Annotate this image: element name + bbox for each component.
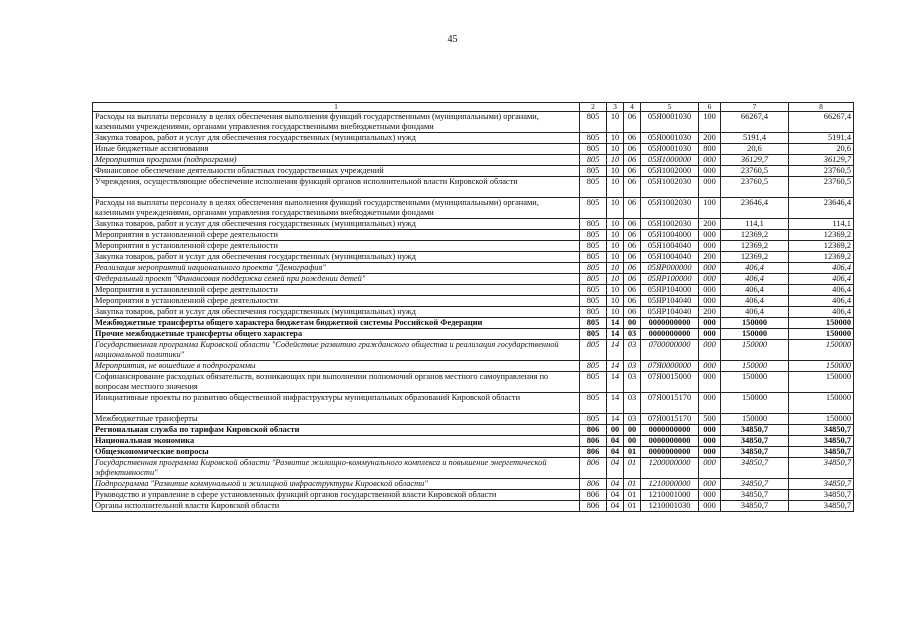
row-subsection-cell: 06 bbox=[624, 285, 641, 296]
row-amount-total-cell: 34850,7 bbox=[789, 490, 854, 501]
table-header-row bbox=[93, 103, 854, 112]
row-name-cell: Межбюджетные трансферты bbox=[93, 414, 580, 425]
header-cell: 3 bbox=[607, 103, 624, 112]
row-code-cell: 805 bbox=[580, 252, 607, 263]
row-code-cell: 805 bbox=[580, 307, 607, 318]
row-subsection-cell: 01 bbox=[624, 447, 641, 458]
table-row bbox=[93, 177, 854, 198]
row-section-cell: 04 bbox=[607, 458, 624, 479]
row-subsection-cell: 06 bbox=[624, 241, 641, 252]
row-amount-plan-cell: 12369,2 bbox=[721, 230, 789, 241]
row-target-article-cell: 05ЯР100000 bbox=[641, 274, 699, 285]
row-amount-plan-cell: 406,4 bbox=[721, 274, 789, 285]
row-code-cell: 805 bbox=[580, 133, 607, 144]
row-target-article-cell: 07Я0000000 bbox=[641, 361, 699, 372]
row-section-cell: 10 bbox=[607, 307, 624, 318]
table-row bbox=[93, 436, 854, 447]
row-expense-type-cell: 000 bbox=[699, 436, 721, 447]
row-target-article-cell: 07Я0015170 bbox=[641, 414, 699, 425]
row-amount-total-cell: 12369,2 bbox=[789, 241, 854, 252]
row-code-cell: 806 bbox=[580, 501, 607, 512]
row-expense-type-cell: 000 bbox=[699, 318, 721, 329]
row-amount-total-cell: 23760,5 bbox=[789, 177, 854, 198]
row-name-cell: Общеэкономические вопросы bbox=[93, 447, 580, 458]
row-name-cell: Федеральный проект "Финансовая поддержка семей при рождении детей" bbox=[93, 274, 580, 285]
row-name-cell: Мероприятия в установленной сфере деятельности bbox=[93, 230, 580, 241]
row-target-article-cell: 05Я1002030 bbox=[641, 219, 699, 230]
row-subsection-cell: 03 bbox=[624, 329, 641, 340]
row-amount-plan-cell: 34850,7 bbox=[721, 436, 789, 447]
table-row bbox=[93, 447, 854, 458]
row-target-article-cell: 05ЯР104000 bbox=[641, 285, 699, 296]
row-target-article-cell: 1210001030 bbox=[641, 501, 699, 512]
row-subsection-cell: 06 bbox=[624, 177, 641, 198]
row-target-article-cell: 05Я0001030 bbox=[641, 112, 699, 133]
row-subsection-cell: 00 bbox=[624, 318, 641, 329]
table-row bbox=[93, 155, 854, 166]
row-amount-total-cell: 12369,2 bbox=[789, 252, 854, 263]
row-subsection-cell: 01 bbox=[624, 458, 641, 479]
row-section-cell: 14 bbox=[607, 340, 624, 361]
row-subsection-cell: 03 bbox=[624, 340, 641, 361]
row-amount-plan-cell: 150000 bbox=[721, 318, 789, 329]
header-cell: 4 bbox=[624, 103, 641, 112]
row-expense-type-cell: 000 bbox=[699, 479, 721, 490]
row-section-cell: 14 bbox=[607, 393, 624, 414]
row-expense-type-cell: 800 bbox=[699, 144, 721, 155]
row-name-cell: Руководство и управление в сфере установленных функций органов государственной власти Кировской области bbox=[93, 490, 580, 501]
table-row bbox=[93, 296, 854, 307]
row-name-cell: Реализация мероприятий национального проекта "Демография" bbox=[93, 263, 580, 274]
row-section-cell: 10 bbox=[607, 177, 624, 198]
row-amount-total-cell: 406,4 bbox=[789, 274, 854, 285]
row-target-article-cell: 05ЯР104040 bbox=[641, 307, 699, 318]
header-cell: 6 bbox=[699, 103, 721, 112]
row-expense-type-cell: 000 bbox=[699, 274, 721, 285]
row-amount-total-cell: 406,4 bbox=[789, 307, 854, 318]
row-name-cell: Софинансирование расходных обязательств, возникающих при выполнении полномочий органов местного самоуправления по вопросам местного значения bbox=[93, 372, 580, 393]
row-expense-type-cell: 000 bbox=[699, 329, 721, 340]
table-row bbox=[93, 501, 854, 512]
row-code-cell: 805 bbox=[580, 414, 607, 425]
row-expense-type-cell: 000 bbox=[699, 166, 721, 177]
header-cell: 7 bbox=[721, 103, 789, 112]
row-name-cell: Расходы на выплаты персоналу в целях обеспечения выполнения функций государственными (муниципальными) органами, казенными учреждениями, органами управления государственными внебюджетными фондами bbox=[93, 198, 580, 219]
budget-table bbox=[92, 102, 854, 512]
row-subsection-cell: 03 bbox=[624, 393, 641, 414]
row-code-cell: 806 bbox=[580, 458, 607, 479]
row-code-cell: 805 bbox=[580, 329, 607, 340]
row-name-cell: Мероприятия, не вошедшие в подпрограммы bbox=[93, 361, 580, 372]
row-subsection-cell: 06 bbox=[624, 144, 641, 155]
row-name-cell: Региональная служба по тарифам Кировской области bbox=[93, 425, 580, 436]
row-amount-plan-cell: 150000 bbox=[721, 340, 789, 361]
table-row bbox=[93, 458, 854, 479]
row-amount-total-cell: 406,4 bbox=[789, 263, 854, 274]
row-section-cell: 14 bbox=[607, 361, 624, 372]
row-amount-total-cell: 406,4 bbox=[789, 296, 854, 307]
row-name-cell: Мероприятия в установленной сфере деятельности bbox=[93, 241, 580, 252]
row-name-cell: Органы исполнительной власти Кировской области bbox=[93, 501, 580, 512]
row-name-cell: Мероприятия в установленной сфере деятельности bbox=[93, 285, 580, 296]
row-expense-type-cell: 000 bbox=[699, 458, 721, 479]
table-row bbox=[93, 252, 854, 263]
row-expense-type-cell: 500 bbox=[699, 414, 721, 425]
row-amount-plan-cell: 34850,7 bbox=[721, 479, 789, 490]
row-subsection-cell: 06 bbox=[624, 307, 641, 318]
row-section-cell: 04 bbox=[607, 479, 624, 490]
row-name-cell: Расходы на выплаты персоналу в целях обеспечения выполнения функций государственными (муниципальными) органами, казенными учреждениями, органами управления государственными внебюджетными фондами bbox=[93, 112, 580, 133]
row-amount-plan-cell: 34850,7 bbox=[721, 501, 789, 512]
row-subsection-cell: 03 bbox=[624, 372, 641, 393]
row-name-cell: Финансовое обеспечение деятельности областных государственных учреждений bbox=[93, 166, 580, 177]
row-amount-plan-cell: 406,4 bbox=[721, 307, 789, 318]
table-row bbox=[93, 144, 854, 155]
row-amount-plan-cell: 66267,4 bbox=[721, 112, 789, 133]
row-amount-plan-cell: 406,4 bbox=[721, 263, 789, 274]
table-row bbox=[93, 479, 854, 490]
row-section-cell: 04 bbox=[607, 501, 624, 512]
row-amount-total-cell: 23646,4 bbox=[789, 198, 854, 219]
row-subsection-cell: 06 bbox=[624, 166, 641, 177]
row-code-cell: 805 bbox=[580, 144, 607, 155]
row-section-cell: 00 bbox=[607, 425, 624, 436]
row-amount-plan-cell: 150000 bbox=[721, 329, 789, 340]
row-code-cell: 806 bbox=[580, 447, 607, 458]
row-section-cell: 10 bbox=[607, 285, 624, 296]
header-cell: 8 bbox=[789, 103, 854, 112]
row-name-cell: Закупка товаров, работ и услуг для обеспечения государственных (муниципальных) нужд bbox=[93, 219, 580, 230]
row-subsection-cell: 01 bbox=[624, 490, 641, 501]
table-row bbox=[93, 490, 854, 501]
row-target-article-cell: 0000000000 bbox=[641, 436, 699, 447]
row-expense-type-cell: 200 bbox=[699, 133, 721, 144]
row-expense-type-cell: 000 bbox=[699, 230, 721, 241]
row-expense-type-cell: 000 bbox=[699, 361, 721, 372]
row-amount-total-cell: 34850,7 bbox=[789, 425, 854, 436]
row-target-article-cell: 05Я1004040 bbox=[641, 252, 699, 263]
row-target-article-cell: 0000000000 bbox=[641, 447, 699, 458]
row-amount-total-cell: 150000 bbox=[789, 329, 854, 340]
header-cell: 1 bbox=[93, 103, 580, 112]
row-amount-plan-cell: 34850,7 bbox=[721, 425, 789, 436]
row-subsection-cell: 00 bbox=[624, 425, 641, 436]
row-name-cell: Государственная программа Кировской области "Содействие развитию гражданского общества и реализация государственной национальной политики" bbox=[93, 340, 580, 361]
row-amount-plan-cell: 34850,7 bbox=[721, 447, 789, 458]
row-name-cell: Национальная экономика bbox=[93, 436, 580, 447]
row-target-article-cell: 07Я0015000 bbox=[641, 372, 699, 393]
row-amount-plan-cell: 23760,5 bbox=[721, 166, 789, 177]
row-code-cell: 805 bbox=[580, 112, 607, 133]
row-amount-plan-cell: 406,4 bbox=[721, 285, 789, 296]
row-subsection-cell: 06 bbox=[624, 263, 641, 274]
row-section-cell: 10 bbox=[607, 133, 624, 144]
row-expense-type-cell: 000 bbox=[699, 425, 721, 436]
row-subsection-cell: 01 bbox=[624, 479, 641, 490]
row-amount-total-cell: 150000 bbox=[789, 372, 854, 393]
row-target-article-cell: 05Я0001030 bbox=[641, 133, 699, 144]
row-target-article-cell: 0000000000 bbox=[641, 329, 699, 340]
row-name-cell: Мероприятия в установленной сфере деятельности bbox=[93, 296, 580, 307]
row-amount-plan-cell: 20,6 bbox=[721, 144, 789, 155]
row-amount-plan-cell: 150000 bbox=[721, 361, 789, 372]
row-expense-type-cell: 000 bbox=[699, 285, 721, 296]
row-section-cell: 04 bbox=[607, 447, 624, 458]
row-target-article-cell: 0700000000 bbox=[641, 340, 699, 361]
row-target-article-cell: 05Я1002000 bbox=[641, 166, 699, 177]
row-amount-total-cell: 406,4 bbox=[789, 285, 854, 296]
table-row bbox=[93, 241, 854, 252]
row-target-article-cell: 1200000000 bbox=[641, 458, 699, 479]
row-amount-plan-cell: 406,4 bbox=[721, 296, 789, 307]
row-amount-total-cell: 150000 bbox=[789, 361, 854, 372]
row-name-cell: Подпрограмма "Развитие коммунальной и жилищной инфраструктуры Кировской области" bbox=[93, 479, 580, 490]
row-target-article-cell: 05Я1002030 bbox=[641, 198, 699, 219]
row-subsection-cell: 01 bbox=[624, 501, 641, 512]
table-row bbox=[93, 230, 854, 241]
row-section-cell: 10 bbox=[607, 230, 624, 241]
row-name-cell: Иные бюджетные ассигнования bbox=[93, 144, 580, 155]
row-amount-total-cell: 23760,5 bbox=[789, 166, 854, 177]
row-expense-type-cell: 000 bbox=[699, 177, 721, 198]
row-subsection-cell: 03 bbox=[624, 414, 641, 425]
row-target-article-cell: 05Я0001030 bbox=[641, 144, 699, 155]
row-expense-type-cell: 000 bbox=[699, 447, 721, 458]
row-subsection-cell: 06 bbox=[624, 230, 641, 241]
row-section-cell: 10 bbox=[607, 219, 624, 230]
table-row bbox=[93, 329, 854, 340]
row-amount-total-cell: 34850,7 bbox=[789, 447, 854, 458]
table-row bbox=[93, 361, 854, 372]
row-code-cell: 806 bbox=[580, 436, 607, 447]
row-subsection-cell: 06 bbox=[624, 133, 641, 144]
row-section-cell: 14 bbox=[607, 329, 624, 340]
row-expense-type-cell: 000 bbox=[699, 296, 721, 307]
row-target-article-cell: 05Я1004000 bbox=[641, 230, 699, 241]
table-row bbox=[93, 133, 854, 144]
row-section-cell: 04 bbox=[607, 436, 624, 447]
row-subsection-cell: 06 bbox=[624, 296, 641, 307]
row-amount-plan-cell: 150000 bbox=[721, 372, 789, 393]
row-amount-total-cell: 114,1 bbox=[789, 219, 854, 230]
row-amount-total-cell: 34850,7 bbox=[789, 436, 854, 447]
row-amount-plan-cell: 114,1 bbox=[721, 219, 789, 230]
row-expense-type-cell: 000 bbox=[699, 155, 721, 166]
row-amount-plan-cell: 23760,5 bbox=[721, 177, 789, 198]
row-code-cell: 806 bbox=[580, 479, 607, 490]
row-target-article-cell: 1210000000 bbox=[641, 479, 699, 490]
row-subsection-cell: 06 bbox=[624, 198, 641, 219]
row-section-cell: 14 bbox=[607, 414, 624, 425]
row-name-cell: Государственная программа Кировской области "Развитие жилищно-коммунального комплекса и повышение энергетической эффективности" bbox=[93, 458, 580, 479]
row-target-article-cell: 0000000000 bbox=[641, 425, 699, 436]
row-target-article-cell: 05ЯР000000 bbox=[641, 263, 699, 274]
row-amount-total-cell: 34850,7 bbox=[789, 501, 854, 512]
row-code-cell: 805 bbox=[580, 263, 607, 274]
row-target-article-cell: 1210001000 bbox=[641, 490, 699, 501]
row-code-cell: 805 bbox=[580, 285, 607, 296]
row-section-cell: 10 bbox=[607, 241, 624, 252]
row-code-cell: 806 bbox=[580, 425, 607, 436]
row-amount-plan-cell: 34850,7 bbox=[721, 458, 789, 479]
row-amount-total-cell: 20,6 bbox=[789, 144, 854, 155]
row-code-cell: 805 bbox=[580, 340, 607, 361]
row-expense-type-cell: 100 bbox=[699, 198, 721, 219]
row-amount-plan-cell: 150000 bbox=[721, 393, 789, 414]
row-amount-total-cell: 34850,7 bbox=[789, 479, 854, 490]
row-name-cell: Межбюджетные трансферты общего характера бюджетам бюджетной системы Российской Федерации bbox=[93, 318, 580, 329]
row-target-article-cell: 05Я1000000 bbox=[641, 155, 699, 166]
row-target-article-cell: 0000000000 bbox=[641, 318, 699, 329]
table-row bbox=[93, 274, 854, 285]
row-subsection-cell: 06 bbox=[624, 274, 641, 285]
table-row bbox=[93, 307, 854, 318]
row-section-cell: 10 bbox=[607, 198, 624, 219]
row-expense-type-cell: 000 bbox=[699, 241, 721, 252]
row-target-article-cell: 05Я1004040 bbox=[641, 241, 699, 252]
table-row bbox=[93, 285, 854, 296]
row-code-cell: 805 bbox=[580, 318, 607, 329]
row-subsection-cell: 00 bbox=[624, 436, 641, 447]
row-amount-plan-cell: 12369,2 bbox=[721, 241, 789, 252]
table-row bbox=[93, 219, 854, 230]
row-subsection-cell: 06 bbox=[624, 112, 641, 133]
table-row bbox=[93, 340, 854, 361]
row-amount-total-cell: 36129,7 bbox=[789, 155, 854, 166]
row-section-cell: 10 bbox=[607, 166, 624, 177]
row-name-cell: Прочие межбюджетные трансферты общего характера bbox=[93, 329, 580, 340]
table-row bbox=[93, 263, 854, 274]
row-code-cell: 805 bbox=[580, 166, 607, 177]
row-code-cell: 805 bbox=[580, 361, 607, 372]
row-section-cell: 10 bbox=[607, 155, 624, 166]
row-name-cell: Учреждения, осуществляющие обеспечение исполнения функций органов исполнительной власти Кировской области bbox=[93, 177, 580, 198]
row-amount-total-cell: 66267,4 bbox=[789, 112, 854, 133]
row-name-cell: Закупка товаров, работ и услуг для обеспечения государственных (муниципальных) нужд bbox=[93, 252, 580, 263]
row-subsection-cell: 06 bbox=[624, 155, 641, 166]
row-amount-plan-cell: 150000 bbox=[721, 414, 789, 425]
row-expense-type-cell: 000 bbox=[699, 501, 721, 512]
row-expense-type-cell: 200 bbox=[699, 307, 721, 318]
row-expense-type-cell: 100 bbox=[699, 112, 721, 133]
row-code-cell: 805 bbox=[580, 274, 607, 285]
row-target-article-cell: 05Я1002030 bbox=[641, 177, 699, 198]
row-code-cell: 805 bbox=[580, 230, 607, 241]
row-expense-type-cell: 200 bbox=[699, 219, 721, 230]
table-row bbox=[93, 198, 854, 219]
row-code-cell: 805 bbox=[580, 372, 607, 393]
row-target-article-cell: 07Я0015170 bbox=[641, 393, 699, 414]
table-row bbox=[93, 414, 854, 425]
row-amount-total-cell: 150000 bbox=[789, 414, 854, 425]
row-code-cell: 805 bbox=[580, 177, 607, 198]
row-amount-total-cell: 34850,7 bbox=[789, 458, 854, 479]
row-expense-type-cell: 200 bbox=[699, 252, 721, 263]
row-code-cell: 805 bbox=[580, 296, 607, 307]
row-amount-total-cell: 150000 bbox=[789, 340, 854, 361]
row-amount-total-cell: 150000 bbox=[789, 393, 854, 414]
row-section-cell: 14 bbox=[607, 372, 624, 393]
row-subsection-cell: 06 bbox=[624, 219, 641, 230]
row-expense-type-cell: 000 bbox=[699, 340, 721, 361]
row-amount-plan-cell: 36129,7 bbox=[721, 155, 789, 166]
row-section-cell: 14 bbox=[607, 318, 624, 329]
row-expense-type-cell: 000 bbox=[699, 372, 721, 393]
row-section-cell: 10 bbox=[607, 274, 624, 285]
table-row bbox=[93, 372, 854, 393]
row-section-cell: 10 bbox=[607, 144, 624, 155]
row-expense-type-cell: 000 bbox=[699, 393, 721, 414]
row-subsection-cell: 06 bbox=[624, 252, 641, 263]
row-section-cell: 04 bbox=[607, 490, 624, 501]
row-amount-plan-cell: 34850,7 bbox=[721, 490, 789, 501]
row-amount-plan-cell: 5191,4 bbox=[721, 133, 789, 144]
table-row bbox=[93, 112, 854, 133]
row-target-article-cell: 05ЯР104040 bbox=[641, 296, 699, 307]
row-code-cell: 805 bbox=[580, 198, 607, 219]
row-amount-total-cell: 5191,4 bbox=[789, 133, 854, 144]
row-amount-total-cell: 12369,2 bbox=[789, 230, 854, 241]
row-code-cell: 805 bbox=[580, 241, 607, 252]
header-cell: 5 bbox=[641, 103, 699, 112]
row-section-cell: 10 bbox=[607, 252, 624, 263]
table-row bbox=[93, 425, 854, 436]
budget-table-body bbox=[93, 103, 854, 512]
row-code-cell: 805 bbox=[580, 155, 607, 166]
table-row bbox=[93, 318, 854, 329]
row-name-cell: Мероприятия программ (подпрограмм) bbox=[93, 155, 580, 166]
row-section-cell: 10 bbox=[607, 112, 624, 133]
table-row bbox=[93, 166, 854, 177]
row-amount-plan-cell: 12369,2 bbox=[721, 252, 789, 263]
row-code-cell: 805 bbox=[580, 219, 607, 230]
row-name-cell: Закупка товаров, работ и услуг для обеспечения государственных (муниципальных) нужд bbox=[93, 133, 580, 144]
row-amount-plan-cell: 23646,4 bbox=[721, 198, 789, 219]
row-expense-type-cell: 000 bbox=[699, 490, 721, 501]
row-code-cell: 805 bbox=[580, 393, 607, 414]
row-amount-total-cell: 150000 bbox=[789, 318, 854, 329]
row-name-cell: Закупка товаров, работ и услуг для обеспечения государственных (муниципальных) нужд bbox=[93, 307, 580, 318]
row-name-cell: Инициативные проекты по развитию общественной инфраструктуры муниципальных образований Кировской области bbox=[93, 393, 580, 414]
row-section-cell: 10 bbox=[607, 296, 624, 307]
page-number: 45 bbox=[447, 34, 458, 45]
row-code-cell: 806 bbox=[580, 490, 607, 501]
row-subsection-cell: 03 bbox=[624, 361, 641, 372]
header-cell: 2 bbox=[580, 103, 607, 112]
row-section-cell: 10 bbox=[607, 263, 624, 274]
table-row bbox=[93, 393, 854, 414]
row-expense-type-cell: 000 bbox=[699, 263, 721, 274]
